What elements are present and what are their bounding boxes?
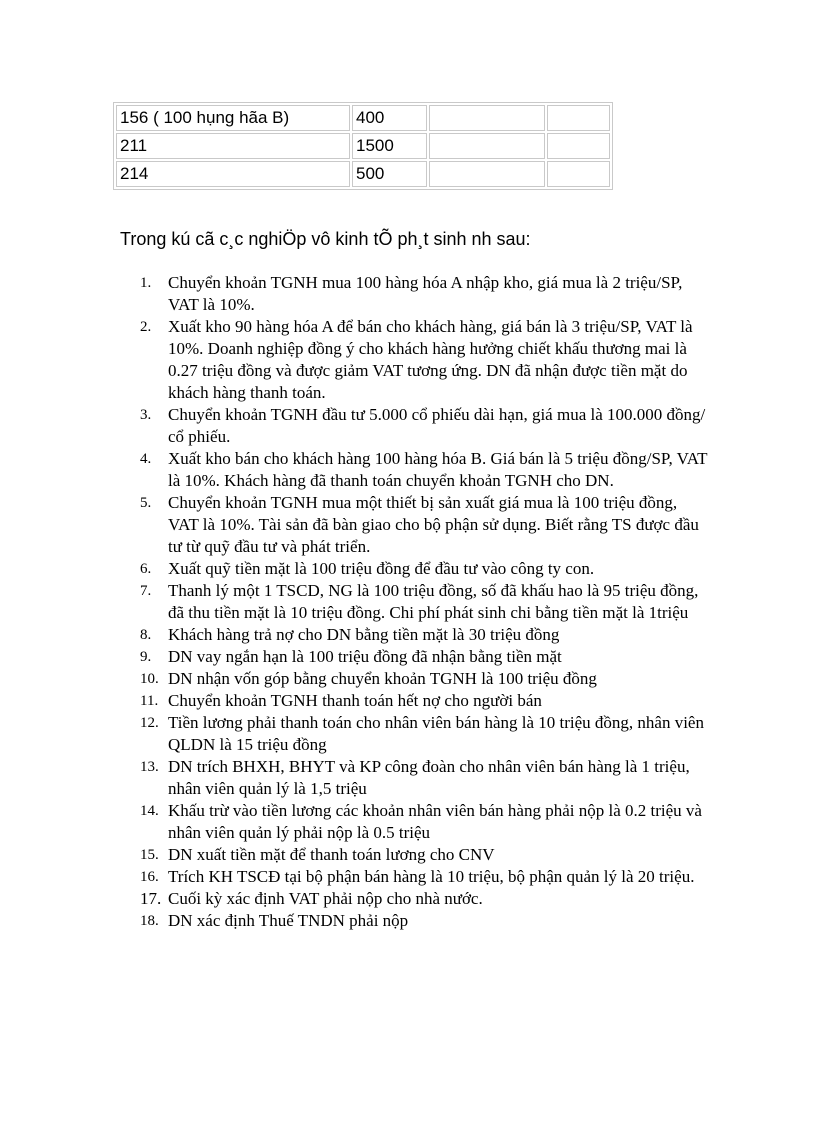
table-row — [116, 133, 610, 159]
table-cell — [429, 105, 545, 131]
list-item-text: Khách hàng trả nợ cho DN bằng tiền mặt là 30 triệu đồng — [168, 625, 560, 644]
list-item — [140, 866, 710, 888]
list-item-text: Chuyển khoản TGNH thanh toán hết nợ cho người bán — [168, 691, 542, 710]
list-item-number: 4. — [140, 451, 152, 467]
list-item-number: 11. — [140, 693, 159, 709]
table-cell — [547, 133, 610, 159]
table-cell — [547, 161, 610, 187]
account-balance-table — [113, 102, 613, 190]
list-item-number: 13. — [140, 759, 159, 775]
list-item-text: Cuối kỳ xác định VAT phải nộp cho nhà nước. — [168, 889, 483, 908]
list-item — [140, 844, 710, 866]
list-item-number: 16. — [140, 869, 159, 885]
list-item-text: DN trích BHXH, BHYT và KP công đoàn cho nhân viên bán hàng là 1 triệu, nhân viên quản lý là 1,5 triệu — [168, 757, 690, 798]
list-item-text: DN xác định Thuế TNDN phải nộp — [168, 911, 409, 930]
transaction-list — [140, 272, 710, 932]
table-cell — [429, 161, 545, 187]
list-item-text: Trích KH TSCĐ tại bộ phận bán hàng là 10 triệu, bộ phận quản lý là 20 triệu. — [168, 867, 695, 886]
table-cell — [547, 105, 610, 131]
list-item-text: Chuyển khoản TGNH mua một thiết bị sản xuất giá mua là 100 triệu đồng, VAT là 10%. Tài sản đã bàn giao cho bộ phận sử dụng. Biết rằng TS được đầu tư từ quỹ đầu tư và phát triển. — [168, 493, 699, 556]
list-item-text: Chuyển khoản TGNH đầu tư 5.000 cổ phiếu dài hạn, giá mua là 100.000 đồng/ cổ phiếu. — [168, 405, 706, 446]
list-item — [140, 800, 710, 844]
list-item — [140, 624, 710, 646]
list-item — [140, 558, 710, 580]
list-item — [140, 910, 710, 932]
list-item — [140, 756, 710, 800]
table-row — [116, 161, 610, 187]
list-item-text: Xuất kho 90 hàng hóa A để bán cho khách hàng, giá bán là 3 triệu/SP, VAT là 10%. Doanh nghiệp đồng ý cho khách hàng hưởng chiết khấu thương mai là 0.27 triệu đồng và được giảm VAT tương ứng. DN đã nhận được tiền mặt do khách hàng thanh toán. — [168, 317, 693, 402]
list-item — [140, 690, 710, 712]
list-item — [140, 646, 710, 668]
list-item — [140, 316, 710, 404]
table-cell: 214 — [116, 161, 350, 187]
list-item-text: DN nhận vốn góp bằng chuyển khoản TGNH là 100 triệu đồng — [168, 669, 597, 688]
list-item-number: 3. — [140, 407, 152, 423]
table-cell: 1500 — [352, 133, 427, 159]
table-cell: 211 — [116, 133, 350, 159]
list-item — [140, 580, 710, 624]
list-item-text: Xuất quỹ tiền mặt là 100 triệu đồng để đầu tư vào công ty con. — [168, 559, 595, 578]
list-item-number: 14. — [140, 803, 159, 819]
list-item — [140, 888, 710, 910]
list-item-text: Khấu trừ vào tiền lương các khoản nhân viên bán hàng phải nộp là 0.2 triệu và nhân viên quản lý phải nộp là 0.5 triệu — [168, 801, 702, 842]
list-item-text: DN xuất tiền mặt để thanh toán lương cho CNV — [168, 845, 495, 864]
list-item-number: 18. — [140, 913, 159, 929]
list-item-number: 7. — [140, 583, 152, 599]
list-item-number: 5. — [140, 495, 152, 511]
list-item-number: 1. — [140, 275, 152, 291]
list-item-number: 6. — [140, 561, 152, 577]
intro-paragraph: Trong kú cã c¸c nghiÖp vô kinh tÕ ph¸t sinh nh sau: — [120, 229, 531, 249]
table-row — [116, 105, 610, 131]
list-item — [140, 448, 710, 492]
table-cell: 156 ( 100 hụng hãa B) — [116, 105, 350, 131]
list-item-number: 10. — [140, 671, 159, 687]
list-item-number: 15. — [140, 847, 159, 863]
list-item-number: 9. — [140, 649, 152, 665]
list-item — [140, 492, 710, 558]
table-cell — [429, 133, 545, 159]
list-item — [140, 712, 710, 756]
list-item-number: 8. — [140, 627, 152, 643]
list-item-number: 2. — [140, 319, 152, 335]
table-cell: 400 — [352, 105, 427, 131]
table-cell: 500 — [352, 161, 427, 187]
list-item-number: 12. — [140, 715, 159, 731]
table-body — [116, 105, 610, 187]
list-item-text: Thanh lý một 1 TSCD, NG là 100 triệu đồng, số đã khấu hao là 95 triệu đồng, đã thu tiền mặt là 10 triệu đồng. Chi phí phát sinh chi bằng tiền mặt là 1triệu — [168, 581, 699, 622]
list-item — [140, 272, 710, 316]
list-item — [140, 668, 710, 690]
list-item-number: 17. — [140, 889, 162, 908]
list-item-text: Tiền lương phải thanh toán cho nhân viên bán hàng là 10 triệu đồng, nhân viên QLDN là 15 triệu đồng — [168, 713, 704, 754]
list-item — [140, 404, 710, 448]
list-item-text: Xuất kho bán cho khách hàng 100 hàng hóa B. Giá bán là 5 triệu đồng/SP, VAT là 10%. Khách hàng đã thanh toán chuyển khoản TGNH cho DN. — [168, 449, 708, 490]
list-item-text: DN vay ngắn hạn là 100 triệu đồng đã nhận bằng tiền mặt — [168, 647, 562, 666]
list-item-text: Chuyển khoản TGNH mua 100 hàng hóa A nhập kho, giá mua là 2 triệu/SP, VAT là 10%. — [168, 273, 683, 314]
